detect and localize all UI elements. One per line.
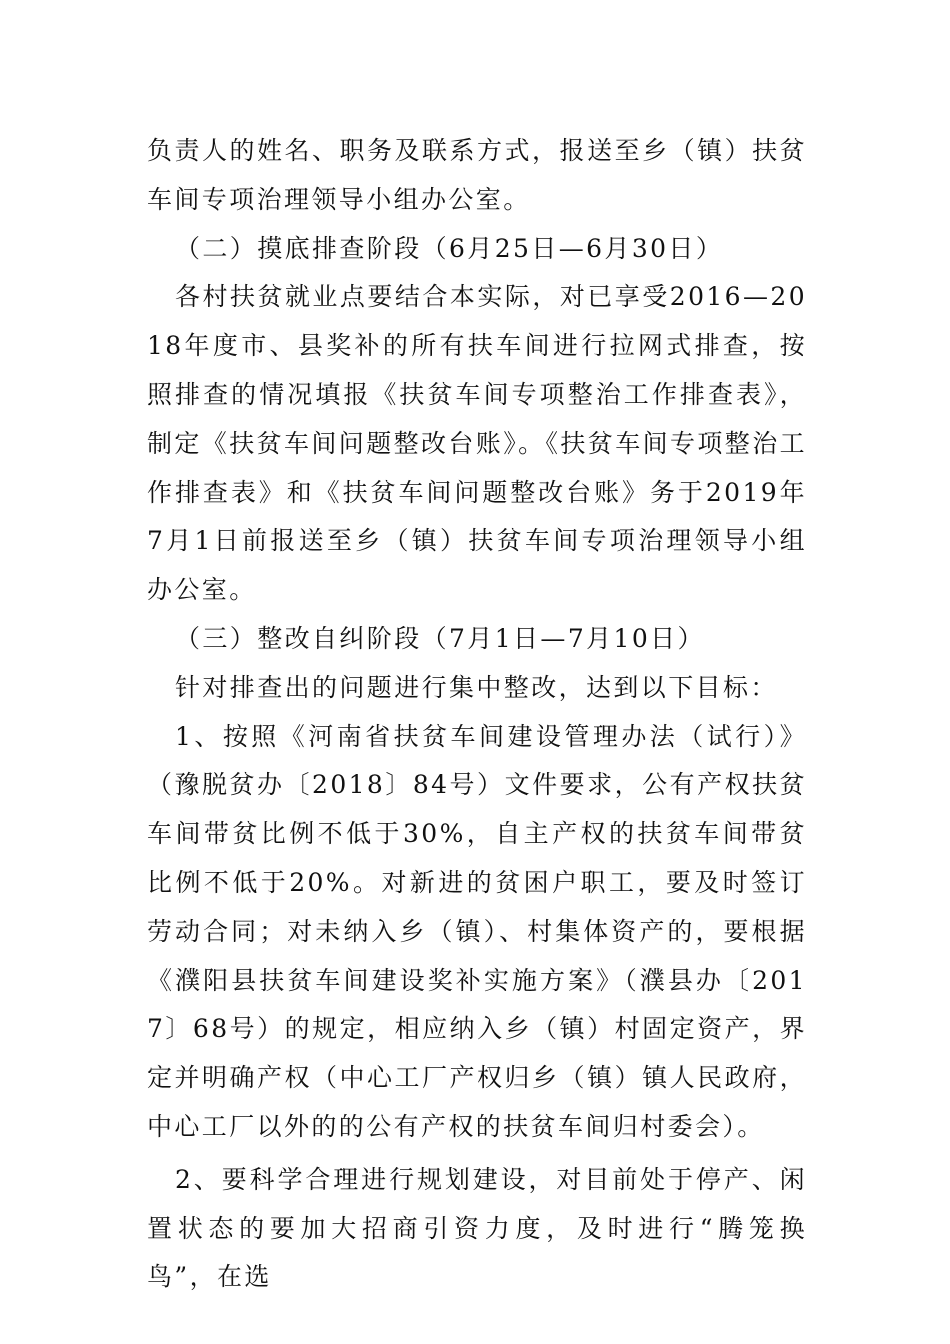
- document-body: [147, 127, 807, 1302]
- paragraph-target-1: 1、按照《河南省扶贫车间建设管理办法（试行）》（豫脱贫办〔2018〕84号）文件要求，公有产权扶贫车间带贫比例不低于30%，自主产权的扶贫车间带贫比例不低于20%。对新进的贫困户职工，要及时签订劳动合同；对未纳入乡（镇）、村集体资产的，要根据《濮阳县扶贫车间建设奖补实施方案》（濮县办〔2017〕68号）的规定，相应纳入乡（镇）村固定资产，界定并明确产权（中心工厂产权归乡（镇）镇人民政府，中心工厂以外的的公有产权的扶贫车间归村委会）。: [147, 721, 807, 1141]
- paragraph-contact-info: 负责人的姓名、职务及联系方式，报送至乡（镇）扶贫车间专项治理领导小组办公室。: [147, 136, 807, 214]
- paragraph-investigation: 各村扶贫就业点要结合本实际，对已享受2016—2018年度市、县奖补的所有扶车间进行拉网式排查，按照排查的情况填报《扶贫车间专项整治工作排查表》，制定《扶贫车间问题整改台账》。《扶贫车间专项整治工作排查表》和《扶贫车间问题整改台账》务于2019年7月1日前报送至乡（镇）扶贫车间专项治理领导小组办公室。: [147, 282, 808, 605]
- paragraph-rectification-intro: 针对排查出的问题进行集中整改，达到以下目标：: [175, 672, 778, 702]
- section-heading-rectification: （三）整改自纠阶段（7月1日—7月10日）: [175, 623, 705, 653]
- section-heading-investigation: （二）摸底排查阶段（6月25日—6月30日）: [175, 233, 724, 263]
- paragraph-target-2: 2、要科学合理进行规划建设，对目前处于停产、闲置状态的要加大招商引资力度，及时进行“腾笼换鸟”，在选: [147, 1164, 807, 1292]
